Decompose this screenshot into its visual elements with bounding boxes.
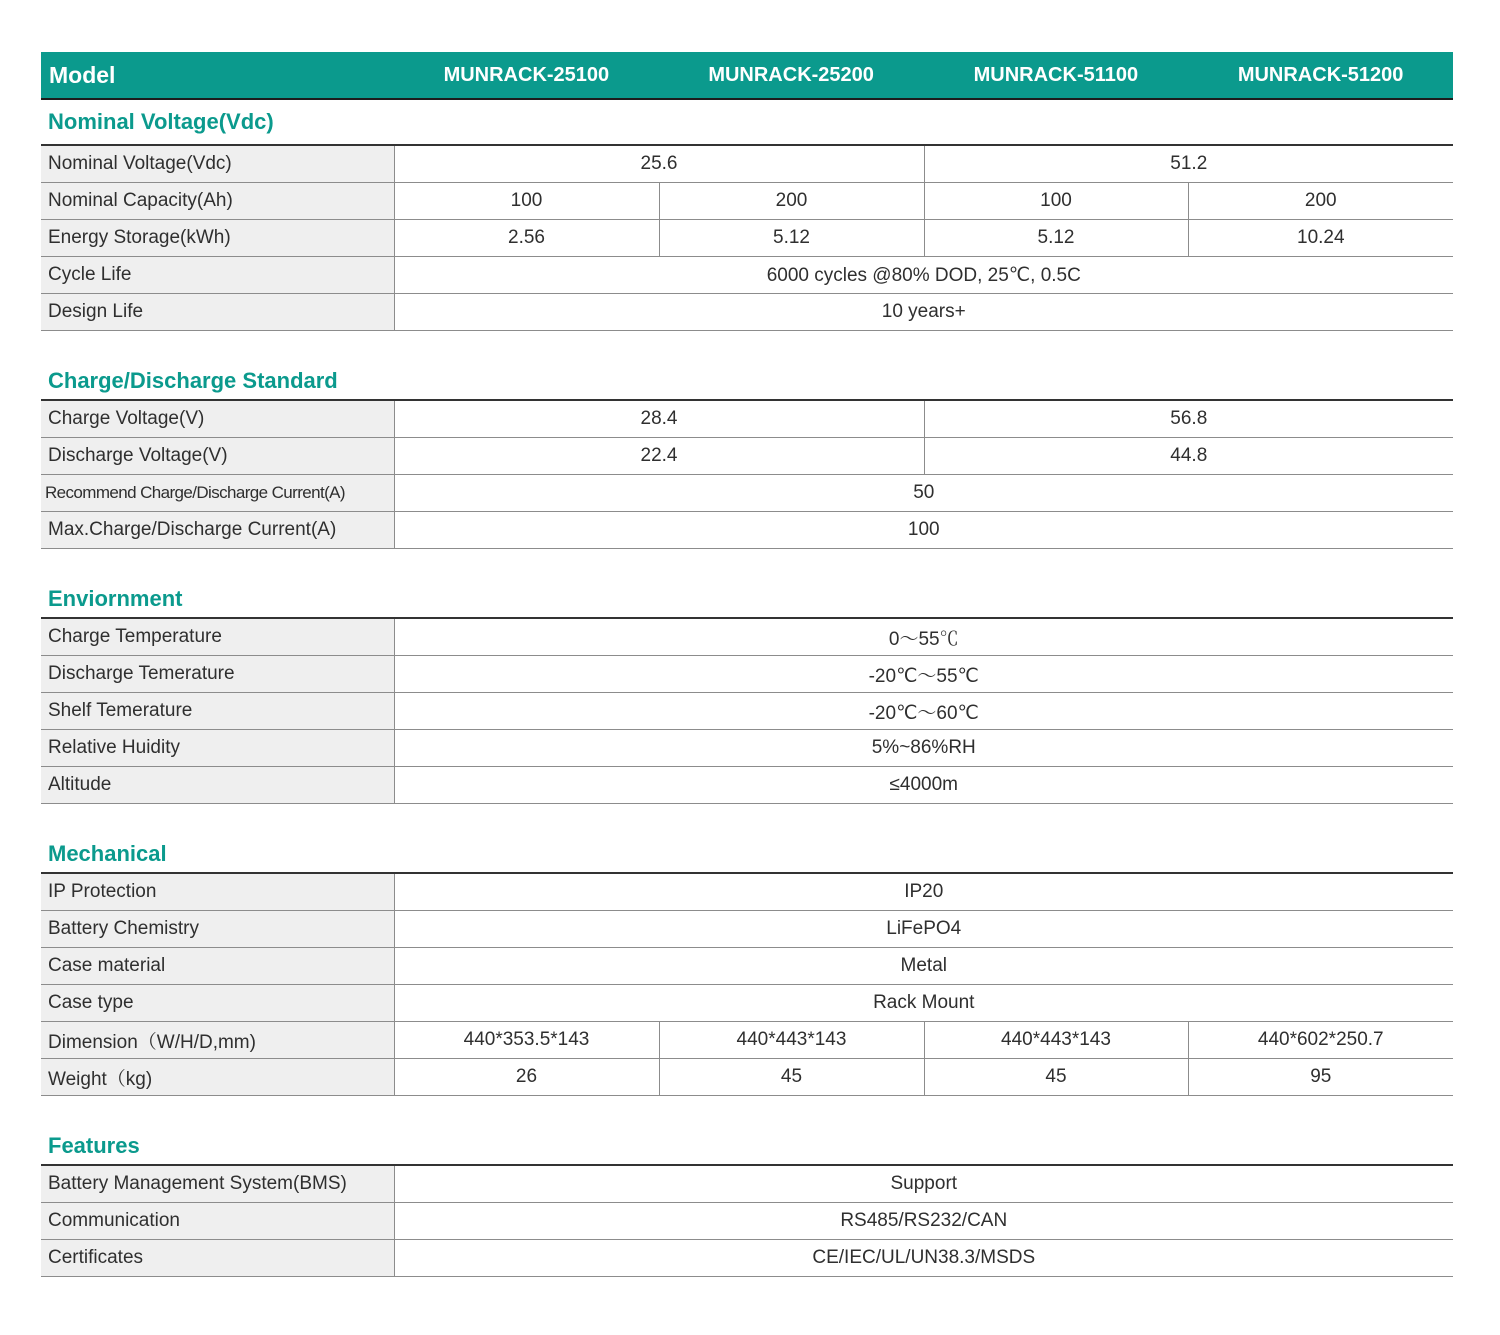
section-title: Nominal Voltage(Vdc): [48, 109, 274, 134]
spec-value: 28.4: [394, 400, 924, 438]
spec-row-label: Charge Voltage(V): [41, 400, 394, 438]
spec-sheet: [41, 52, 1453, 1277]
spec-row-label: Cycle Life: [41, 257, 394, 294]
spec-row: [41, 1059, 1453, 1096]
model-name-munrack-25200: MUNRACK-25200: [708, 63, 874, 86]
spec-value: 0～55℃: [394, 618, 1453, 656]
spec-value: 440*443*143: [924, 1022, 1188, 1059]
spec-row-label: Dimension（W/H/D,mm): [41, 1022, 394, 1059]
spec-row: [41, 512, 1453, 549]
spec-row-label: Communication: [41, 1203, 394, 1240]
spec-value: 100: [924, 183, 1188, 220]
spec-sections: [41, 100, 1453, 1277]
spec-table: [41, 399, 1453, 549]
spec-value: 440*602*250.7: [1188, 1022, 1453, 1059]
spec-row: [41, 183, 1453, 220]
spec-value: 440*353.5*143: [394, 1022, 659, 1059]
spec-value: 100: [394, 183, 659, 220]
spec-row-label: Nominal Voltage(Vdc): [41, 145, 394, 183]
spec-value: Metal: [394, 948, 1453, 985]
spec-value: 2.56: [394, 220, 659, 257]
model-name-munrack-25100: MUNRACK-25100: [443, 63, 610, 86]
section-title: Mechanical: [48, 841, 167, 866]
spec-row-label: IP Protection: [41, 873, 394, 911]
spec-row: [41, 948, 1453, 985]
spec-value: 44.8: [924, 438, 1453, 475]
model-name-munrack-51100: MUNRACK-51100: [973, 63, 1139, 86]
spec-row-label: Recommend Charge/Discharge Current(A): [41, 475, 394, 512]
spec-table: [41, 617, 1453, 804]
spec-row-label: Max.Charge/Discharge Current(A): [41, 512, 394, 549]
spec-value: 200: [659, 183, 924, 220]
spec-value: 440*443*143: [659, 1022, 924, 1059]
spec-row: [41, 985, 1453, 1022]
spec-row: [41, 618, 1453, 656]
spec-row-label: Weight（kg): [41, 1059, 394, 1096]
spec-row: [41, 145, 1453, 183]
spec-value: 56.8: [924, 400, 1453, 438]
spec-row-label: Discharge Voltage(V): [41, 438, 394, 475]
model-name-munrack-51200: MUNRACK-51200: [1237, 63, 1404, 86]
spec-value: 6000 cycles @80% DOD, 25℃, 0.5C: [394, 257, 1453, 294]
spec-row-label: Shelf Temerature: [41, 693, 394, 730]
spec-table: [41, 144, 1453, 331]
spec-value: 5%~86%RH: [394, 730, 1453, 767]
spec-row-label: Nominal Capacity(Ah): [41, 183, 394, 220]
spec-row: [41, 873, 1453, 911]
spec-value: RS485/RS232/CAN: [394, 1203, 1453, 1240]
spec-value: ≤4000m: [394, 767, 1453, 804]
spec-row-label: Certificates: [41, 1240, 394, 1277]
spec-value: 45: [659, 1059, 924, 1096]
spec-row: [41, 656, 1453, 693]
spec-row-label: Battery Management System(BMS): [41, 1165, 394, 1203]
spec-row: [41, 730, 1453, 767]
spec-row: [41, 1240, 1453, 1277]
spec-row: [41, 475, 1453, 512]
spec-row-label: Charge Temperature: [41, 618, 394, 656]
spec-table: [41, 872, 1453, 1096]
spec-value: -20℃～55℃: [394, 656, 1453, 693]
section-title: Features: [48, 1133, 140, 1158]
spec-value: IP20: [394, 873, 1453, 911]
model-header-bar: [41, 52, 1453, 100]
spec-value: Support: [394, 1165, 1453, 1203]
spec-row: [41, 693, 1453, 730]
spec-value: 200: [1188, 183, 1453, 220]
spec-row: [41, 1203, 1453, 1240]
section-title: Enviornment: [48, 586, 183, 611]
spec-value: 95: [1188, 1059, 1453, 1096]
spec-table: [41, 1164, 1453, 1277]
spec-value: 22.4: [394, 438, 924, 475]
spec-row: [41, 767, 1453, 804]
spec-row-label: Battery Chemistry: [41, 911, 394, 948]
spec-row: [41, 911, 1453, 948]
spec-row-label: Case material: [41, 948, 394, 985]
spec-value: CE/IEC/UL/UN38.3/MSDS: [394, 1240, 1453, 1277]
spec-row-label: Energy Storage(kWh): [41, 220, 394, 257]
spec-value: 10 years+: [394, 294, 1453, 331]
spec-row: [41, 220, 1453, 257]
spec-row-label: Altitude: [41, 767, 394, 804]
spec-value: 5.12: [659, 220, 924, 257]
spec-value: -20℃～60℃: [394, 693, 1453, 730]
spec-value: 5.12: [924, 220, 1188, 257]
spec-row: [41, 400, 1453, 438]
spec-value: 10.24: [1188, 220, 1453, 257]
spec-row: [41, 1165, 1453, 1203]
spec-value: Rack Mount: [394, 985, 1453, 1022]
spec-row: [41, 257, 1453, 294]
spec-row: [41, 294, 1453, 331]
spec-value: 25.6: [394, 145, 924, 183]
spec-row: [41, 438, 1453, 475]
model-header-label: Model: [49, 61, 116, 88]
spec-value: 51.2: [924, 145, 1453, 183]
spec-value: 45: [924, 1059, 1188, 1096]
spec-value: 100: [394, 512, 1453, 549]
spec-row-label: Relative Huidity: [41, 730, 394, 767]
spec-row-label: Case type: [41, 985, 394, 1022]
section-title: Charge/Discharge Standard: [48, 368, 338, 393]
spec-row-label: Discharge Temerature: [41, 656, 394, 693]
spec-row: [41, 1022, 1453, 1059]
spec-value: LiFePO4: [394, 911, 1453, 948]
spec-value: 50: [394, 475, 1453, 512]
spec-row-label: Design Life: [41, 294, 394, 331]
spec-value: 26: [394, 1059, 659, 1096]
